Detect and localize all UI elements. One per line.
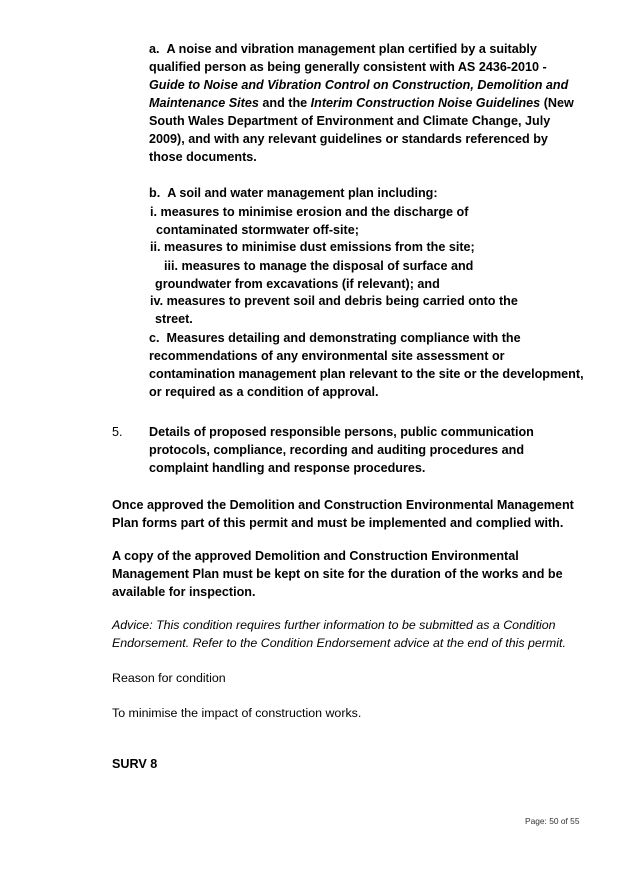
subitem-ii-line-1: ii. measures to minimise dust emissions from the site; (150, 240, 475, 254)
item-b-subitem-ii (150, 238, 475, 256)
condition-item-b-heading (149, 184, 589, 202)
reason-text: To minimise the impact of construction works. (112, 706, 362, 720)
approved-line-2: Plan forms part of this permit and must be implemented and complied with. (112, 516, 564, 530)
subitem-i-line-1: i. measures to minimise erosion and the discharge of (150, 205, 469, 219)
approved-line-1: Once approved the Demolition and Construction Environmental Management (112, 498, 574, 512)
item-5-number: 5. (112, 425, 123, 439)
item-5-line-3: complaint handling and response procedures. (149, 461, 426, 475)
item-a-conjunction: and the (258, 96, 311, 110)
item-c-line-2: recommendations of any environmental site assessment or (149, 349, 505, 363)
item-c-line-1: c. Measures detailing and demonstrating compliance with the (149, 331, 521, 345)
item-5-line-2: protocols, compliance, recording and auditing procedures and (149, 443, 525, 457)
item-a-line-7: those documents. (149, 150, 257, 164)
item-b-heading: b. A soil and water management plan including: (149, 186, 438, 200)
copy-line-3: available for inspection. (112, 585, 256, 599)
subitem-i-line-2: contaminated stormwater off-site; (156, 223, 359, 237)
item-a-line-3: Guide to Noise and Vibration Control on Construction, Demolition and (149, 78, 569, 92)
subitem-iii-line-1: iii. measures to manage the disposal of surface and (164, 259, 474, 273)
condition-item-c (149, 329, 589, 401)
item-b-subitem-iv (150, 292, 518, 328)
subitem-iii-line-2: groundwater from excavations (if relevant); and (155, 277, 440, 291)
advice-line-1: Advice: This condition requires further information to be submitted as a Condition (112, 618, 556, 632)
condition-item-a (149, 40, 589, 166)
item-5-line-1: Details of proposed responsible persons, public communication (149, 425, 534, 439)
item-a-line-5: South Wales Department of Environment and Climate Change, July (149, 114, 551, 128)
item-c-line-3: contamination management plan relevant to the site or the development, (149, 367, 584, 381)
item-a-line-2: qualified person as being generally consistent with AS 2436-2010 - (149, 60, 547, 74)
approved-plan-paragraph (112, 496, 592, 532)
reason-heading: Reason for condition (112, 671, 226, 685)
item-a-line-1: a. A noise and vibration management plan certified by a suitably (149, 42, 537, 56)
item-b-subitem-iii (155, 257, 473, 293)
subitem-iv-line-1: iv. measures to prevent soil and debris being carried onto the (150, 294, 518, 308)
advice-line-2: Endorsement. Refer to the Condition Endorsement advice at the end of this permit. (112, 636, 566, 650)
copy-on-site-paragraph (112, 547, 592, 601)
item-a-guide-title-end: Maintenance Sites (149, 96, 259, 110)
condition-item-5 (149, 423, 589, 477)
item-a-line-6: 2009), and with any relevant guidelines or standards referenced by (149, 132, 548, 146)
item-a-line-4 (149, 94, 589, 112)
subitem-iv-line-2: street. (155, 312, 193, 326)
item-a-guidelines-title: Interim Construction Noise Guidelines (310, 96, 541, 110)
advice-note (112, 616, 592, 652)
next-condition-heading: SURV 8 (112, 757, 158, 771)
copy-line-2: Management Plan must be kept on site for the duration of the works and be (112, 567, 563, 581)
item-c-line-4: or required as a condition of approval. (149, 385, 379, 399)
copy-line-1: A copy of the approved Demolition and Construction Environmental (112, 549, 519, 563)
item-a-line-4-end: (New (540, 96, 574, 110)
item-b-subitem-i (150, 203, 468, 239)
page-number: Page: 50 of 55 (525, 816, 580, 826)
